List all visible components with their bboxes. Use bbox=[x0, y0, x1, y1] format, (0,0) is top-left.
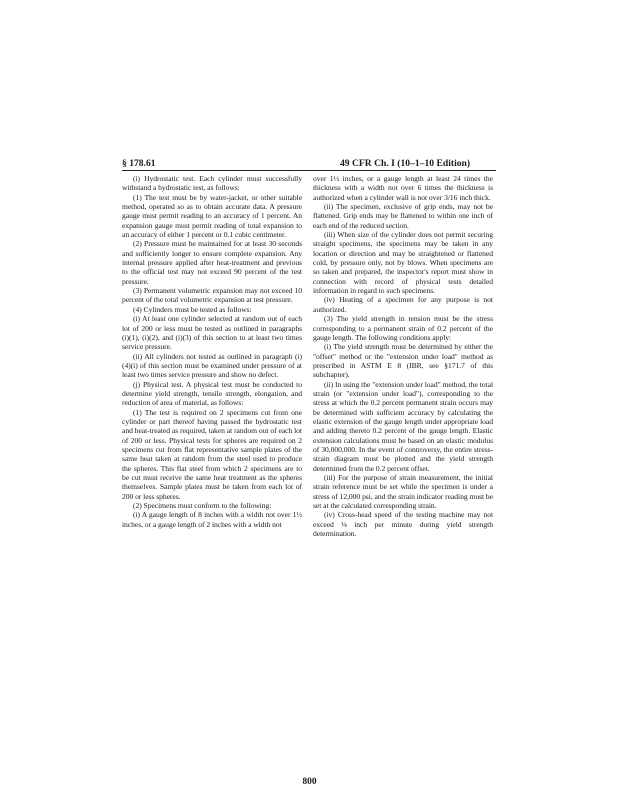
paragraph-j-3-iv: (iv) Cross-head speed of the testing machine may not exceed ⅛ inch per minute during yield strength determination. bbox=[313, 510, 493, 539]
paragraph-j-3: (3) The yield strength in tension must be the stress corresponding to a permanent strain of 0.2 percent of the gauge length. The following conditions apply: bbox=[313, 314, 493, 342]
paragraph-i-4: (4) Cylinders must be tested as follows: bbox=[133, 304, 252, 314]
paragraph-j-2-ii: (ii) The specimen, exclusive of grip ends, may not be flattened. Grip ends may be flattened to within one inch of each end of the reduced section. bbox=[313, 202, 493, 230]
paragraph-j-3-ii: (ii) In using the "extension under load" method, the total strain (or "extension under load"), corresponding to the stress at which the 0.2 percent permanent strain occurs may be determined with sufficient accuracy by calculating the elastic extension of the gauge length under appropriate load and adding thereto 0.2 percent of the gauge length. Elastic extension calculations must be based on an elastic modulus of 30,000,000. In the event of controversy, the entire stress-strain diagram must be plotted and the yield strength determined from the 0.2 percent offset. bbox=[313, 379, 493, 473]
paragraph-j-1: (1) The test is required on 2 specimens cut from one cylinder or part thereof having passed the hydrostatic test and heat-treated as required, taken at random out of each lot of 200 or less. Physical tests for spheres are required on 2 specimens cut from flat representative sample plates of the same heat taken at random from the steel used to produce the spheres. This flat steel from which 2 specimens are to be cut must receive the same heat treatment as the spheres themselves. Sample plates must be taken from each lot of 200 or less spheres. bbox=[122, 407, 302, 501]
paragraph-i-4-ii: (ii) All cylinders not tested as outlined in paragraph (i)(4)(i) of this section must be examined under pressure of at least two times service pressure and show no defect. bbox=[122, 351, 302, 380]
paragraph-i-4-i: (i) At least one cylinder selected at random out of each lot of 200 or less must be tested as outlined in paragraphs (i)(1), (i)(2), and (i)(3) of this section to at least two times service pressure. bbox=[122, 314, 302, 352]
paragraph-i-1: (1) The test must be by water-jacket, or other suitable method, operated so as to obtain accurate data. A pressure gauge must permit reading to an accuracy of 1 percent. An expansion gauge must permit reading of total expansion to an accuracy of either 1 percent or 0.1 cubic centimeter. bbox=[122, 192, 302, 240]
header-rule bbox=[122, 170, 496, 171]
paragraph-i-hydrostatic-test: (i) Hydrostatic test. Each cylinder must successfully withstand a hydrostatic test, as follows: bbox=[122, 174, 302, 193]
section-number: § 178.61 bbox=[122, 158, 156, 169]
paragraph-i-3: (3) Permanent volumetric expansion may not exceed 10 percent of the total volumetric expansion at test pressure. bbox=[122, 286, 302, 305]
paragraph-j-physical-test: (j) Physical test. A physical test must be conducted to determine yield strength, tensile strength, elongation, and reduction of area of material, as follows: bbox=[122, 379, 302, 408]
left-column bbox=[122, 174, 302, 529]
paragraph-j-2-iii: (iii) When size of the cylinder does not permit securing straight specimens, the specimens may be taken in any location or direction and may be straightened or flattened cold, by pressure only, not by blows. When specimens are so taken and prepared, the inspector's report must show in connection with record of physical tests detailed information in regard to such specimens. bbox=[313, 230, 493, 296]
paragraph-j-3-i: (i) The yield strength must be determined by either the "offset" method or the "extension under load" method as prescribed in ASTM E 8 (IBR, see §171.7 of this subchapter). bbox=[313, 342, 493, 380]
running-head-title: 49 CFR Ch. I (10–1–10 Edition) bbox=[340, 158, 471, 169]
paragraph-j-2-iv: (iv) Heating of a specimen for any purpose is not authorized. bbox=[313, 295, 493, 314]
right-column bbox=[313, 174, 493, 538]
paragraph-j-2: (2) Specimens must conform to the following: bbox=[133, 501, 272, 511]
paragraph-j-2-i: (i) A gauge length of 8 inches with a width not over 1½ inches, or a gauge length of 2 inches with a width not bbox=[122, 510, 302, 529]
paragraph-j-2-i-continued: over 1½ inches, or a gauge length at least 24 times the thickness with a width not over 6 times the thickness is authorized when a cylinder wall is not over 3/16 inch thick. bbox=[313, 174, 493, 202]
page-number: 800 bbox=[302, 777, 317, 787]
paragraph-j-3-iii: (iii) For the purpose of strain measurement, the initial strain reference must be set while the specimen is under a stress of 12,000 psi, and the strain indicator reading must be set at the calculated corresponding strain. bbox=[313, 473, 493, 511]
paragraph-i-2: (2) Pressure must be maintained for at least 30 seconds and sufficiently longer to ensure complete expansion. Any internal pressure applied after heat-treatment and previous to the official test may not exceed 90 percent of the test pressure. bbox=[122, 239, 302, 286]
